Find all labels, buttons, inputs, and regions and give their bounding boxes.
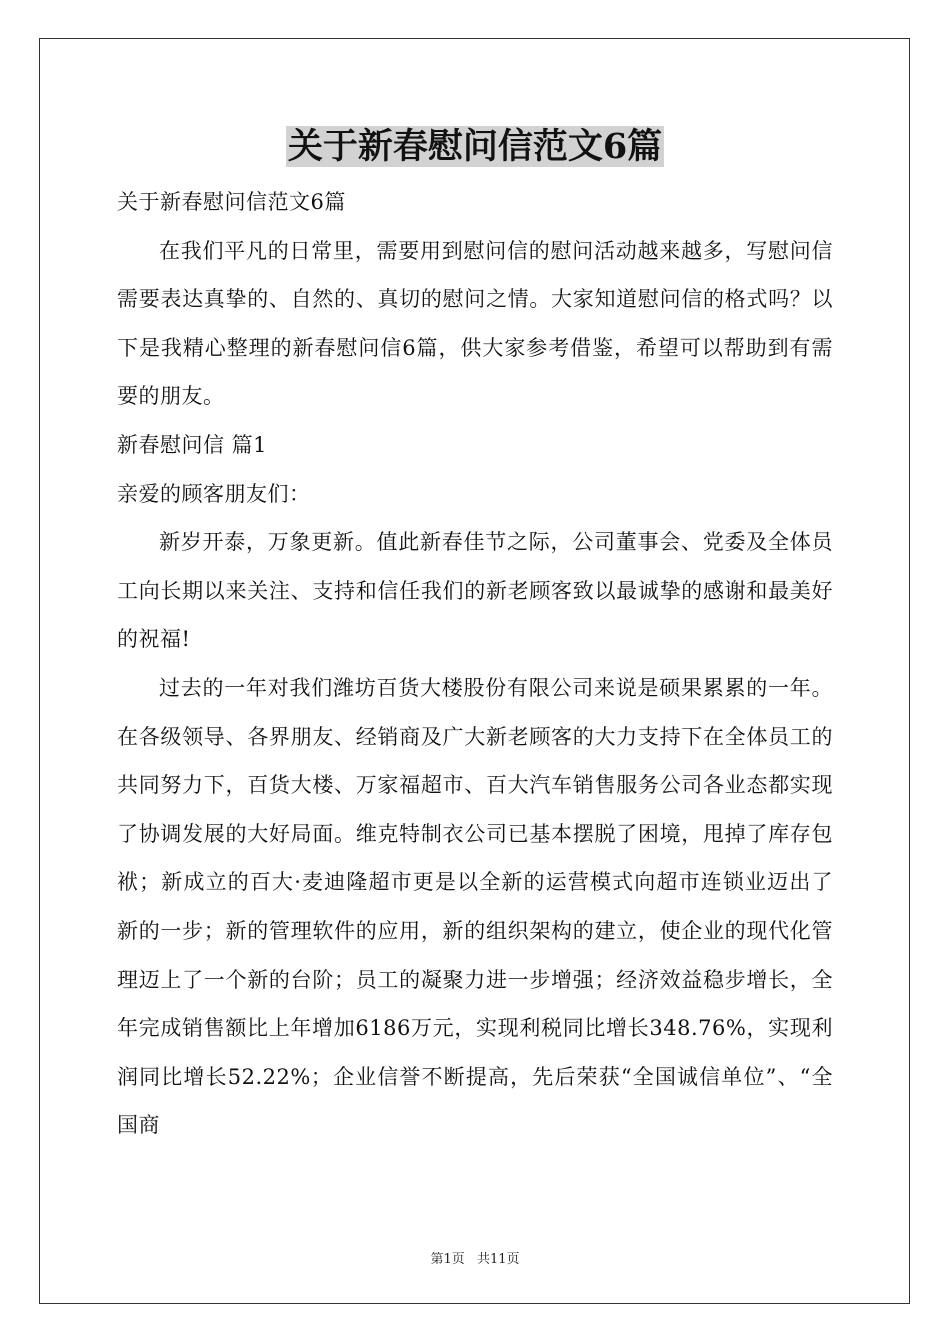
page-number: 第1页 [430, 1252, 465, 1267]
document-title [0, 122, 950, 172]
page-total: 共11页 [476, 1252, 520, 1267]
document-body [117, 178, 833, 1150]
paragraph-intro: 在我们平凡的日常里，需要用到慰问信的慰问活动越来越多，写慰问信需要表达真挚的、自然的、真切的慰问之情。大家知道慰问信的格式吗？以下是我精心整理的新春慰问信6篇，供大家参考借鉴，希望可以帮助到有需要的朋友。 [117, 238, 833, 409]
paragraph-greeting: 新岁开泰，万象更新。值此新春佳节之际，公司董事会、党委及全体员工向长期以来关注、支持和信任我们的新老顾客致以最诚挚的感谢和最美好的祝福! [117, 530, 833, 652]
paragraph-salutation: 亲爱的顾客朋友们： [117, 481, 311, 506]
paragraph-review: 过去的一年对我们潍坊百货大楼股份有限公司来说是硕果累累的一年。在各级领导、各界朋友、经销商及广大新老顾客的大力支持下在全体员工的共同努力下，百货大楼、万家福超市、百大汽车销售服务公司各业态都实现了协调发展的大好局面。维克特制衣公司已基本摆脱了困境，甩掉了库存包袱；新成立的百大·麦迪隆超市更是以全新的运营模式向超市连锁业迈出了新的一步；新的管理软件的应用，新的组织架构的建立，使企业的现代化管理迈上了一个新的台阶；员工的凝聚力进一步增强；经济效益稳步增长，全年完成销售额比上年增加6186万元，实现利税同比增长348.76%，实现利润同比增长52.22%；企业信誉不断提高，先后荣获“全国诚信单位”、“全国商 [117, 675, 833, 1138]
page-footer [0, 1248, 950, 1267]
section-heading: 新春慰问信 篇1 [117, 432, 268, 457]
paragraph-subtitle: 关于新春慰问信范文6篇 [117, 190, 346, 214]
document-title-text: 关于新春慰问信范文6篇 [287, 126, 663, 167]
